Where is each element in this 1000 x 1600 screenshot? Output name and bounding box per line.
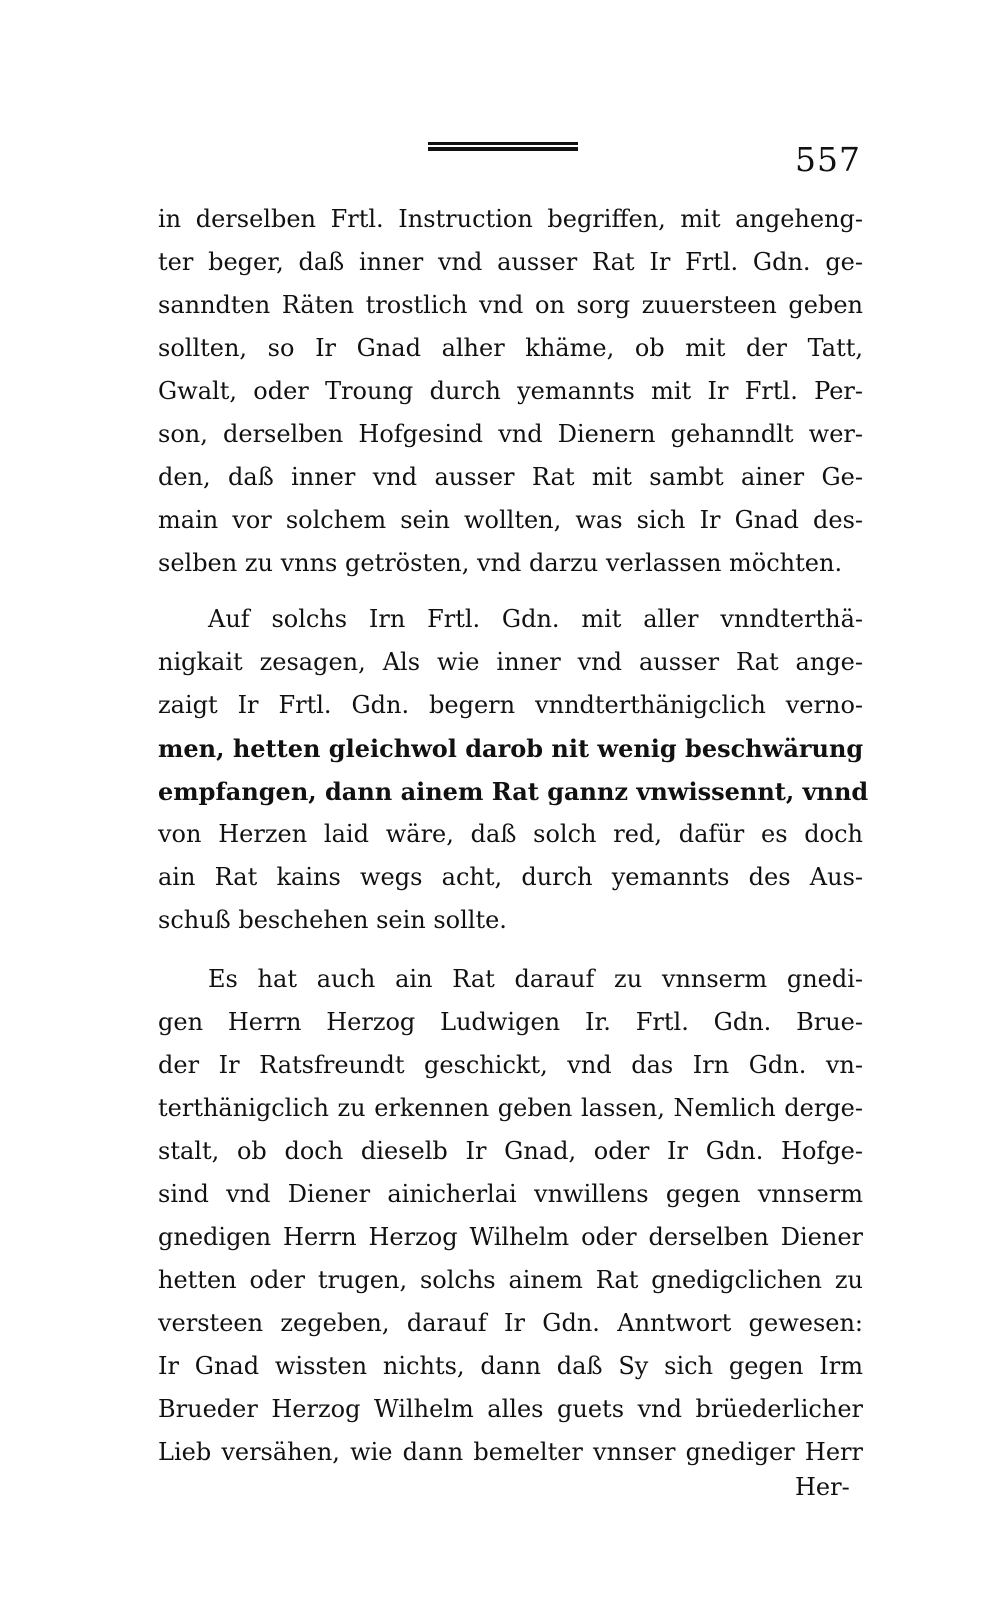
text-line: Ir Gnad wissten nichts, dann daß Sy sich gegen Irm bbox=[158, 1352, 863, 1380]
text-line: empfangen, dann ainem Rat gannz vnwissennt, vnnd bbox=[158, 777, 869, 806]
text-line: den, daß inner vnd ausser Rat mit sambt ainer Ge- bbox=[158, 463, 863, 491]
text-line: versteen zegeben, darauf Ir Gdn. Anntwort gewesen: bbox=[158, 1309, 863, 1337]
text-line: ain Rat kains wegs acht, durch yemannts des Aus- bbox=[158, 863, 863, 891]
text-line: stalt, ob doch dieselb Ir Gnad, oder Ir Gdn. Hofge- bbox=[158, 1137, 863, 1165]
paragraph-3 bbox=[158, 958, 863, 1474]
text-line: Es hat auch ain Rat darauf zu vnnserm gnedi- bbox=[208, 965, 863, 993]
text-line: schuß beschehen sein sollte. bbox=[158, 906, 507, 934]
text-line: Lieb versähen, wie dann bemelter vnnser gnediger Herr bbox=[158, 1438, 863, 1466]
paragraph-1 bbox=[158, 198, 863, 585]
text-line: Brueder Herzog Wilhelm alles guets vnd brüederlicher bbox=[158, 1395, 863, 1423]
text-line: sind vnd Diener ainicherlai vnwillens gegen vnnserm bbox=[158, 1180, 863, 1208]
page-number: 557 bbox=[795, 140, 861, 179]
text-line: in derselben Frtl. Instruction begriffen, mit angeheng- bbox=[158, 205, 863, 233]
text-line: ter beger, daß inner vnd ausser Rat Ir Frtl. Gdn. ge- bbox=[158, 248, 863, 276]
text-line: Gwalt, oder Troung durch yemannts mit Ir Frtl. Per- bbox=[158, 377, 863, 405]
text-line: von Herzen laid wäre, daß solch red, dafür es doch bbox=[158, 820, 863, 848]
text-line: men, hetten gleichwol darob nit wenig beschwärung bbox=[158, 734, 864, 763]
text-line: zaigt Ir Frtl. Gdn. begern vnndterthänigclich verno- bbox=[158, 691, 863, 719]
text-line: terthänigclich zu erkennen geben lassen, Nemlich derge- bbox=[158, 1094, 863, 1122]
text-line: gen Herrn Herzog Ludwigen Ir. Frtl. Gdn. Brue- bbox=[158, 1008, 863, 1036]
text-line: gnedigen Herrn Herzog Wilhelm oder derselben Diener bbox=[158, 1223, 863, 1251]
text-line: Auf solchs Irn Frtl. Gdn. mit aller vnndterthä- bbox=[208, 605, 863, 633]
paragraph-2 bbox=[158, 598, 869, 942]
text-line: selben zu vnns getrösten, vnd darzu verlassen möchten. bbox=[158, 549, 843, 577]
catchword: Her- bbox=[795, 1473, 850, 1501]
text-line: main vor solchem sein wollten, was sich Ir Gnad des- bbox=[158, 506, 863, 534]
text-line: hetten oder trugen, solchs ainem Rat gnedigclichen zu bbox=[158, 1266, 863, 1294]
text-line: der Ir Ratsfreundt geschickt, vnd das Irn Gdn. vn- bbox=[158, 1051, 863, 1079]
header-ornament-rule bbox=[428, 142, 578, 151]
text-line: sollten, so Ir Gnad alher khäme, ob mit der Tatt, bbox=[158, 334, 863, 362]
text-line: nigkait zesagen, Als wie inner vnd ausser Rat ange- bbox=[158, 648, 863, 676]
text-line: son, derselben Hofgesind vnd Dienern gehanndlt wer- bbox=[158, 420, 863, 448]
text-line: sanndten Räten trostlich vnd on sorg zuuersteen geben bbox=[158, 291, 863, 319]
